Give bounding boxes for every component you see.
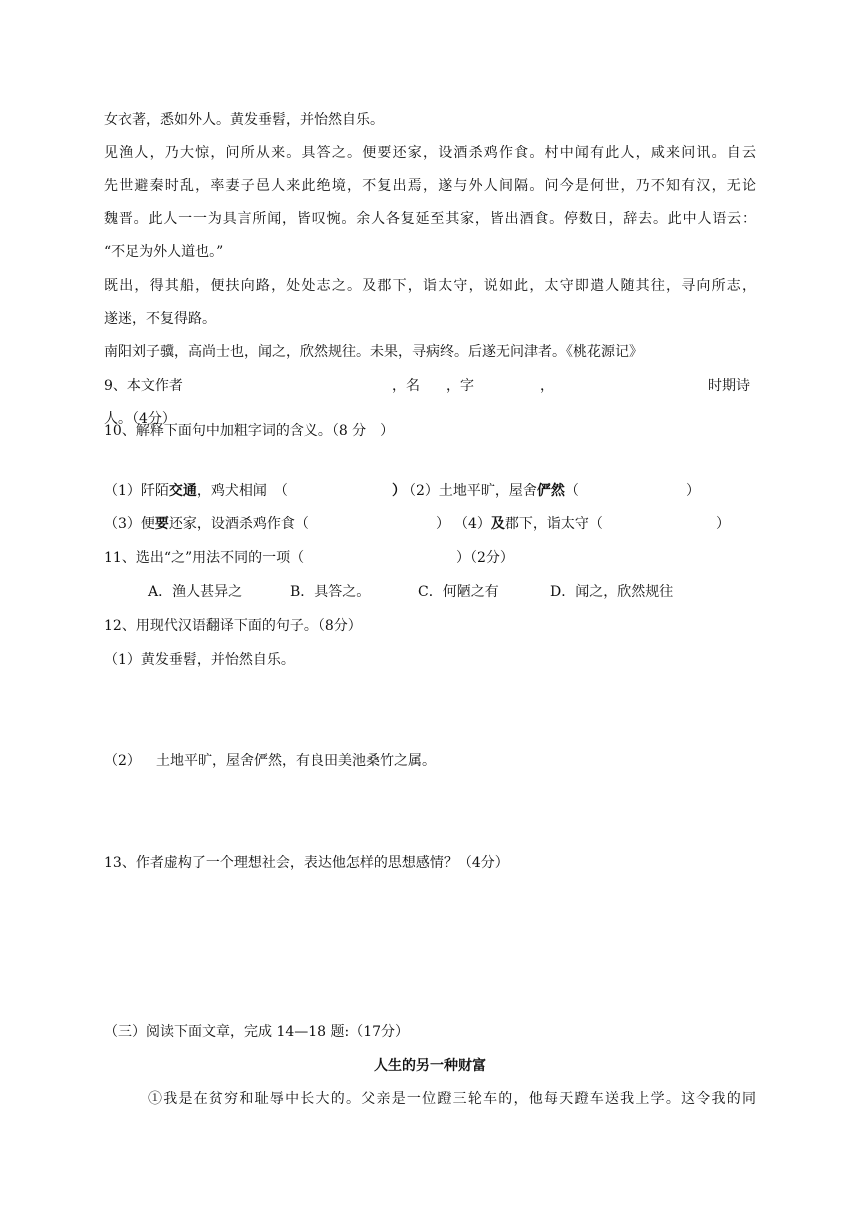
q9-part: ，名: [392, 378, 420, 394]
q11-option-b: B．具答之。: [290, 584, 371, 600]
passage-line: 见渔人，乃大惊，问所从来。具答之。便要还家，设酒杀鸡作食。村中闻有此人，咸来问讯。自云: [104, 145, 756, 161]
q12-sentence-1: （1）黄发垂髫，并怡然自乐。: [104, 652, 295, 668]
passage-line: 先世避秦时乱，率妻子邑人来此绝境，不复出焉，遂与外人间隔。问今是何世，乃不知有汉，无论: [104, 178, 756, 194]
section-3-heading: （三）阅读下面文章，完成 14—18 题:（17分）: [104, 1024, 410, 1040]
q10-item-2: （2）土地平旷，屋舍俨然（: [402, 483, 579, 499]
q9-part: 9、本文作者: [104, 378, 183, 394]
passage-line: “不足为外人道也。”: [104, 244, 224, 260]
passage-line: 女衣著，悉如外人。黄发垂髫，并怡然自乐。: [104, 112, 384, 128]
passage-line: 既出，得其船，便扶向路，处处志之。及郡下，诣太守，说如此，太守即遣人随其往，寻向所志，: [104, 278, 756, 294]
q10-item-1-close: ）: [392, 483, 406, 499]
article-paragraph: ①我是在贫穷和耻辱中长大的。父亲是一位蹬三轮车的，他每天蹬车送我上学。这令我的同: [148, 1091, 756, 1107]
question-13: 13、作者虚构了一个理想社会，表达他怎样的思想感情？（4分）: [104, 855, 509, 871]
q11-option-d: D．闻之，欣然规往: [550, 584, 674, 600]
q10-item-1: （1）阡陌交通，鸡犬相闻 （: [104, 483, 288, 499]
passage-line: 南阳刘子骥，高尚士也，闻之，欣然规往。未果，寻病终。后遂无问津者。《桃花源记》: [104, 344, 643, 360]
passage-line: 遂迷，不复得路。: [104, 311, 216, 327]
q10-item-3: （3）便要还家，设酒杀鸡作食（: [104, 516, 309, 532]
passage-line: 魏晋。此人一一为具言所闻，皆叹惋。余人各复延至其家，皆出酒食。停数日，辞去。此中人语云：: [104, 211, 756, 227]
q10-item-4-close: ）: [716, 516, 730, 532]
q9-part: 人。（4分）: [104, 411, 176, 427]
q11-option-c: C．何陋之有: [418, 584, 499, 600]
q9-part: ，: [540, 378, 554, 394]
q12-sentence-2-number: （2）: [104, 753, 141, 769]
q9-part: 时期诗: [708, 378, 750, 394]
q12-sentence-2: 土地平旷，屋舍俨然，有良田美池桑竹之属。: [156, 753, 436, 769]
q12-stem: 12、用现代汉语翻译下面的句子。（8分）: [104, 618, 362, 634]
q10-stem: 10、解释下面句中加粗字词的含义。（8 分 ）: [104, 423, 395, 439]
article-title: 人生的另一种财富: [374, 1058, 486, 1074]
q11-stem-close: ）（2分）: [456, 550, 514, 566]
q9-part: ，字: [446, 378, 474, 394]
q11-stem: 11、选出“之”用法不同的一项（: [104, 550, 305, 566]
q11-option-a: A．渔人甚异之: [148, 584, 243, 600]
q10-item-2-close: ）: [686, 483, 700, 499]
q10-item-3-close: ）: [436, 516, 450, 532]
q10-item-4: （4）及郡下，诣太守（: [454, 516, 603, 532]
